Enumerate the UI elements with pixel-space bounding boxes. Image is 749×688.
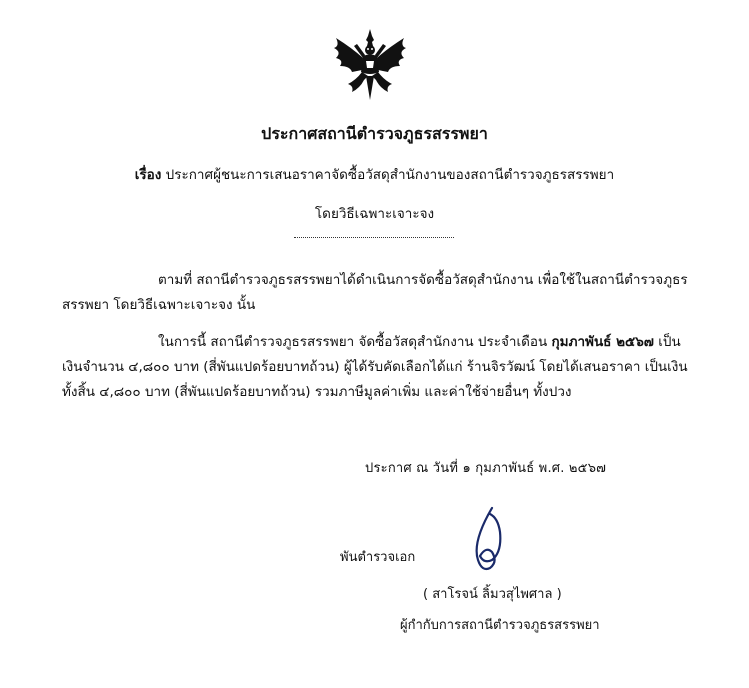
garuda-emblem-icon (330, 28, 410, 102)
paragraph-2 (62, 330, 688, 405)
document-title: ประกาศสถานีตำรวจภูธรสรรพยา (261, 124, 488, 143)
paragraph-1-line-2: สรรพยา โดยวิธีเฉพาะเจาะจง นั้น (62, 297, 256, 313)
signature-mark (462, 502, 512, 576)
announcement-date: ประกาศ ณ วันที่ ๑ กุมภาพันธ์ พ.ศ. ๒๕๖๗ (365, 461, 607, 476)
paragraph-2-line-3: ทั้งสิ้น ๔,๘๐๐ บาท (สี่พันแปดร้อยบาทถ้วน) รวมภาษีมูลค่าเพิ่ม และค่าใช้จ่ายอื่นๆ ทั้งปวง (62, 384, 572, 400)
paragraph-2-line-1 (62, 330, 681, 355)
document-subject (0, 163, 749, 185)
dotted-divider (294, 237, 454, 238)
subject-label: เรื่อง (134, 167, 162, 183)
signer-name: ( สาโรจน์ ลิ้มวสุไพศาล ) (423, 587, 562, 602)
paragraph-2-line-1-suffix: เป็น (658, 334, 681, 350)
signer-rank: พันตำรวจเอก (340, 550, 416, 565)
signer-position: ผู้กำกับการสถานีตำรวจภูธรสรรพยา (400, 618, 600, 633)
subject-text: ประกาศผู้ชนะการเสนอราคาจัดซื้อวัสดุสำนักงานของสถานีตำรวจภูธรสรรพยา (165, 167, 615, 183)
month-year-bold: กุมภาพันธ์ ๒๕๖๗ (551, 334, 654, 350)
procurement-method: โดยวิธีเฉพาะเจาะจง (314, 206, 435, 222)
paragraph-2-line-1-prefix: ในการนี้ สถานีตำรวจภูธรสรรพยา จัดซื้อวัสดุสำนักงาน ประจำเดือน (158, 334, 548, 350)
paragraph-1-line-1: ตามที่ สถานีตำรวจภูธรสรรพยาได้ดำเนินการจัดซื้อวัสดุสำนักงาน เพื่อใช้ในสถานีตำรวจภูธร (158, 272, 688, 288)
paragraph-1 (62, 268, 688, 318)
paragraph-2-line-2: เงินจำนวน ๔,๘๐๐ บาท (สี่พันแปดร้อยบาทถ้วน) ผู้ได้รับคัดเลือกได้แก่ ร้านจิรวัฒน์ โดยได้เสนอราคา เป็นเงิน (62, 359, 688, 375)
